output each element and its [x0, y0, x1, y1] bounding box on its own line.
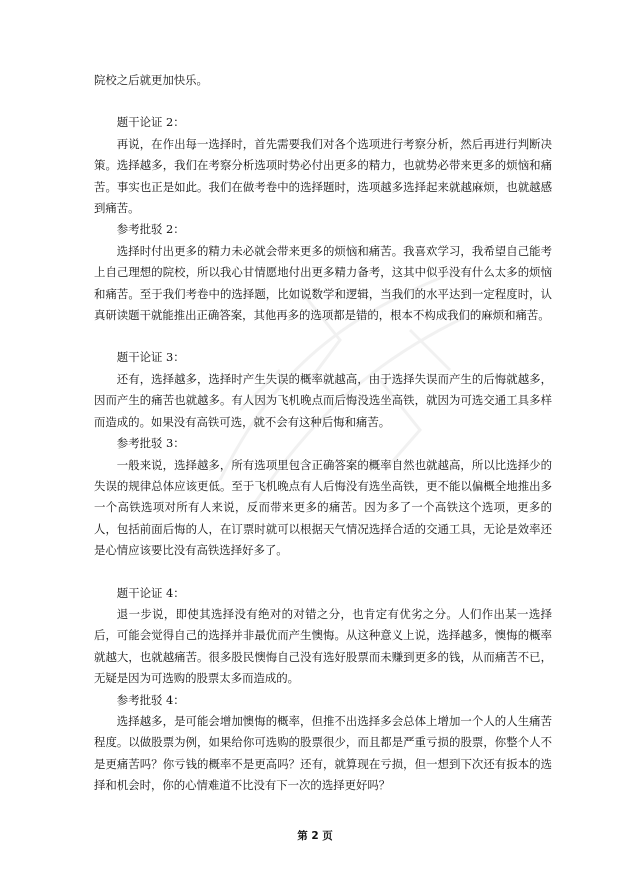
document-body	[94, 70, 552, 797]
thesis-text-2: 再说，在作出每一选择时，首先需要我们对各个选项进行考察分析，然后再进行判断决策。选择越多，我们在考察分析选项时势必付出更多的精力，也就势必带来更多的烦恼和痛苦。事实也正是如此。我们在做考卷中的选择题时，选项越多选择起来就越麻烦，也就越感到痛苦。	[94, 136, 552, 216]
rebuttal-heading-4: 参考批驳 4：	[116, 692, 185, 707]
thesis-heading-2: 题干论证 2：	[116, 115, 185, 130]
rebuttal-text-4: 选择越多，是可能会增加懊悔的概率，但推不出选择多会总体上增加一个人的人生痛苦程度。以做股票为例，如果给你可选购的股票很少，而且都是严重亏损的股票，你整个人不是更痛苦吗？你亏钱的概率不是更高吗？还有，就算现在亏损，但一想到下次还有扳本的选择和机会时，你的心情难道不比没有下一次的选择更好吗？	[94, 713, 552, 793]
rebuttal-text-3: 一般来说，选择越多，所有选项里包含正确答案的概率自然也就越高，所以比选择少的失误的规律总体应该更低。至于飞机晚点有人后悔没有选坐高铁，更不能以偏概全地推出多一个高铁选项对所有人来说，反而带来更多的痛苦。因为多了一个高铁这个选项，更多的人，包括前面后悔的人，在订票时就可以根据天气情况选择合适的交通工具，无论是效率还是心情应该要比没有高铁选择好多了。	[94, 457, 552, 558]
thesis-text-3: 还有，选择越多，选择时产生失误的概率就越高，由于选择失误而产生的后悔就越多，因而产生的痛苦也就越多。有人因为飞机晚点而后悔没选坐高铁，就因为可选交通工具多样而造成的。如果没有高铁可选，就不会有这种后悔和痛苦。	[94, 371, 552, 429]
spacer	[94, 326, 552, 347]
intro-line: 院校之后就更加快乐。	[94, 73, 208, 87]
spacer	[94, 91, 552, 112]
rebuttal-heading-3: 参考批驳 3：	[116, 436, 185, 451]
rebuttal-text-2: 选择时付出更多的精力未必就会带来更多的烦恼和痛苦。我喜欢学习，我希望自己能考上自己理想的院校，所以我心甘情愿地付出更多精力备考，这其中似乎没有什么太多的烦恼和痛苦。至于我们考卷中的选择题，比如说数学和逻辑，当我们的水平达到一定程度时，认真研读题干就能推出正确答案，其他再多的选项都是错的，根本不构成我们的麻烦和痛苦。	[94, 243, 552, 323]
thesis-heading-3: 题干论证 3：	[116, 350, 185, 365]
thesis-text-4: 退一步说，即使其选择没有绝对的对错之分，也肯定有优劣之分。人们作出某一选择后，可能会觉得自己的选择并非最优而产生懊悔。从这种意义上说，选择越多，懊悔的概率就越大，也就越痛苦。很多股民懊悔自己没有选好股票而未赚到更多的钱，从而痛苦不已，无疑是因为可选购的股票太多而造成的。	[94, 606, 552, 686]
page-number: 第 2 页	[297, 830, 333, 842]
rebuttal-heading-2: 参考批驳 2：	[116, 222, 185, 237]
thesis-heading-4: 题干论证 4：	[116, 585, 185, 600]
spacer	[94, 562, 552, 583]
